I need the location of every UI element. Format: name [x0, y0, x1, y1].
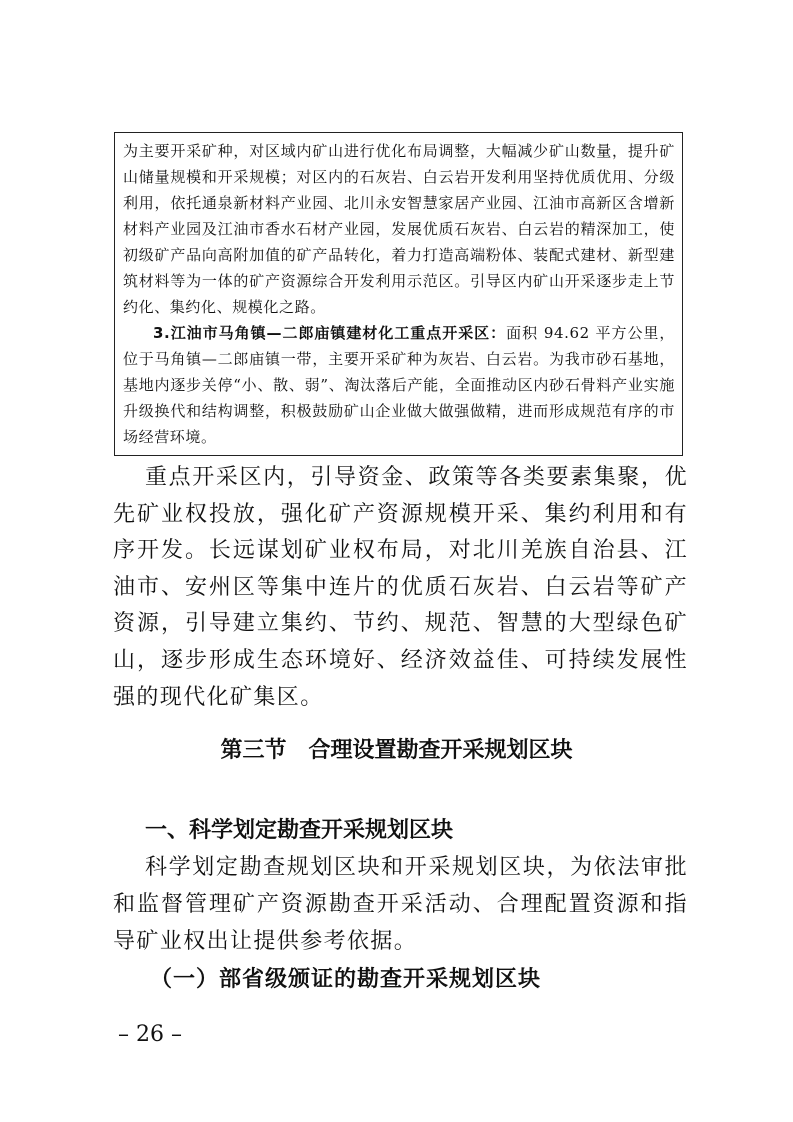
subsection-heading: 一、科学划定勘查开采规划区块 [145, 818, 454, 843]
zone-title: 3.江油市马角镇—二郎庙镇建材化工重点开采区： [153, 324, 507, 342]
body-paragraph: 科学划定勘查规划区块和开采规划区块，为依法审批和监督管理矿产资源勘查开采活动、合理配置资源和指导矿业权出让提供参考依据。 [113, 855, 688, 954]
zone-description: 面积 94.62 平方公里，位于马角镇—二郎庙镇一带，主要开采矿种为灰岩、白云岩。为我市砂石基地，基地内逐步关停“小、散、弱”、淘汰落后产能，全面推动区内砂石骨料产业实施升级换代和结构调整，积极鼓励矿山企业做大做强做精，进而形成规范有序的市场经营环境。 [123, 324, 675, 446]
body-paragraph: 重点开采区内，引导资金、政策等各类要素集聚，优先矿业权投放，强化矿产资源规模开采、集约利用和有序开发。长远谋划矿业权布局，对北川羌族自治县、江油市、安州区等集中连片的优质石灰岩、白云岩等矿产资源，引导建立集约、节约、规范、智慧的大型绿色矿山，逐步形成生态环境好、经济效益佳、可持续发展性强的现代化矿集区。 [113, 465, 688, 710]
section-title: 第三节 合理设置勘查开采规划区块 [220, 738, 573, 763]
page-number: – 26 – [118, 1022, 182, 1047]
highlight-box [114, 132, 683, 456]
sub-subsection-heading: （一）部省级颁证的勘查开采规划区块 [150, 966, 542, 992]
box-paragraph-zone-3 [123, 320, 675, 450]
box-paragraph: 为主要开采矿种，对区域内矿山进行优化布局调整，大幅减少矿山数量，提升矿山储量规模和开采规模；对区内的石灰岩、白云岩开发利用坚持优质优用、分级利用，依托通泉新材料产业园、北川永安智慧家居产业园、江油市高新区含增新材料产业园及江油市香水石材产业园，发展优质石灰岩、白云岩的精深加工，使初级矿产品向高附加值的矿产品转化，着力打造高端粉体、装配式建材、新型建筑材料等为一体的矿产资源综合开发利用示范区。引导区内矿山开采逐步走上节约化、集约化、规模化之路。 [123, 142, 675, 316]
